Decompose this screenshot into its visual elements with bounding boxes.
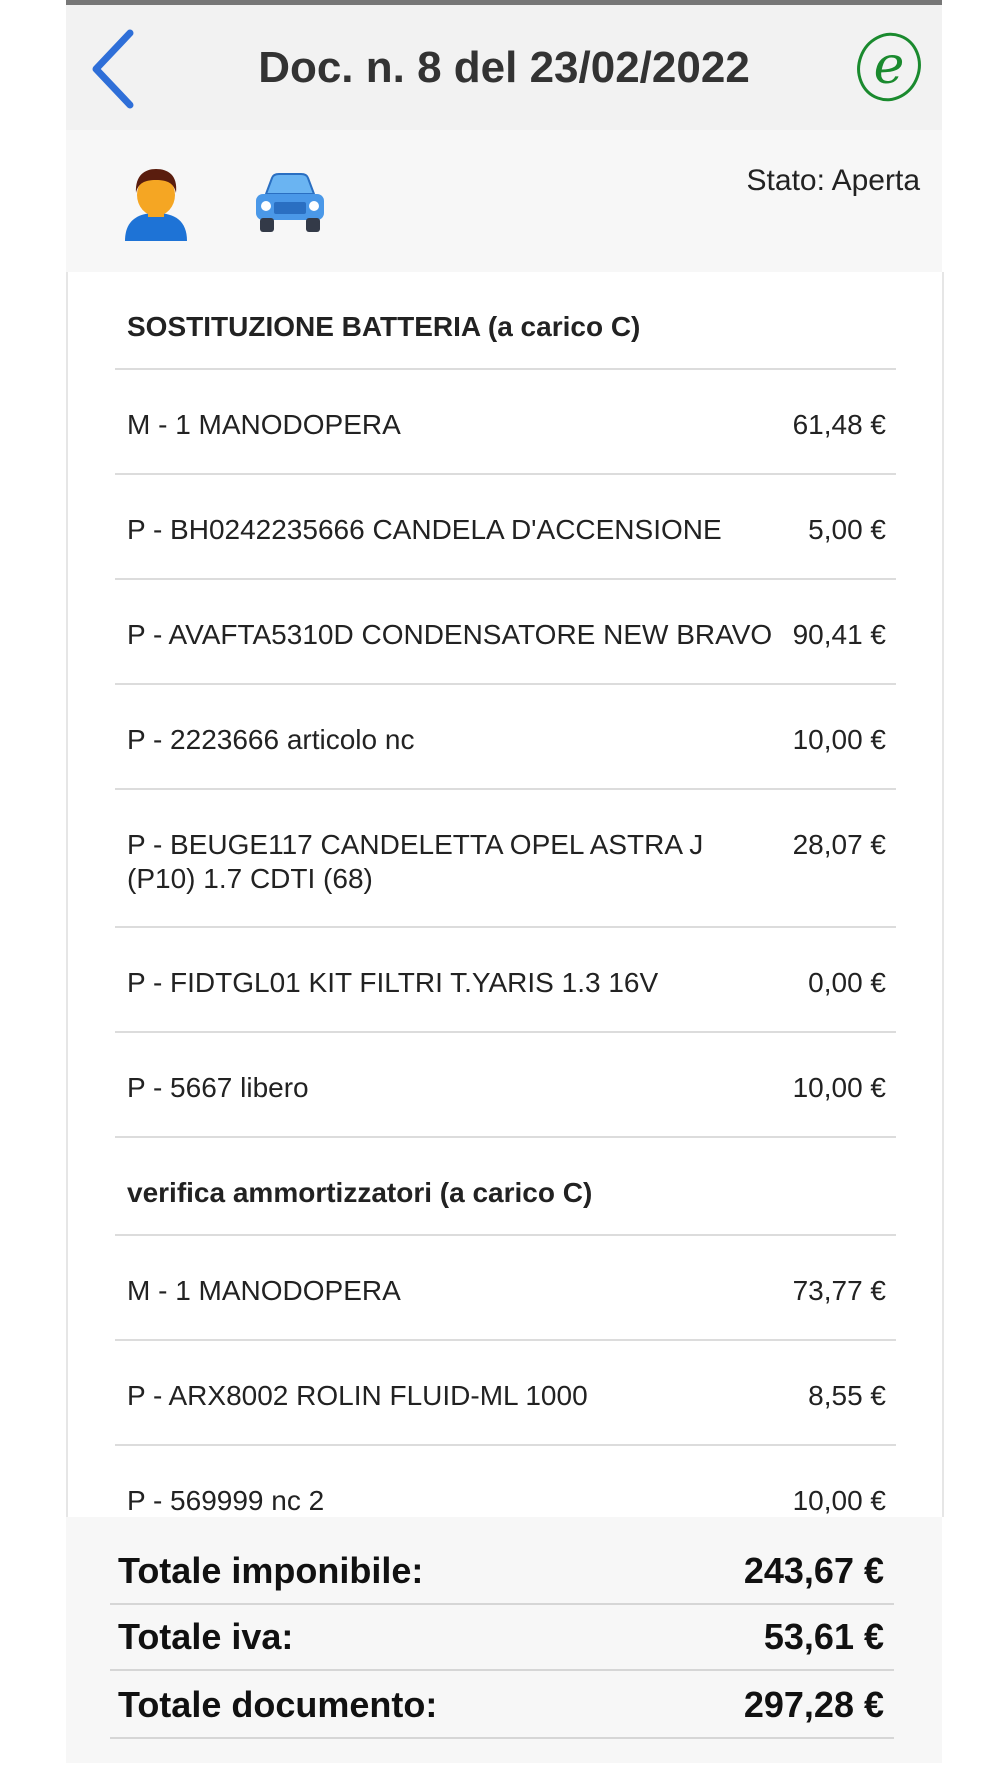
e-logo-icon [854, 29, 924, 105]
line-item-description: P - ARX8002 ROLIN FLUID-ML 1000 [127, 1380, 588, 1411]
svg-text:e: e [873, 36, 905, 96]
line-item-row[interactable] [115, 475, 896, 580]
section-title: verifica ammortizzatori (a carico C) [127, 1177, 593, 1208]
line-item-price: 73,77 € [792, 1275, 886, 1306]
line-item-price: 0,00 € [808, 967, 886, 998]
status-label: Stato: Aperta [746, 164, 920, 197]
line-item-price: 10,00 € [792, 1485, 886, 1516]
line-item-price: 10,00 € [792, 1072, 886, 1103]
line-item-description: P - 569999 nc 2 [127, 1485, 325, 1516]
line-item-description: P - FIDTGL01 KIT FILTRI T.YARIS 1.3 16V [127, 967, 659, 998]
line-items-container [115, 272, 896, 1517]
line-item-price: 61,48 € [792, 409, 886, 440]
line-item-description: M - 1 MANODOPERA [127, 409, 401, 440]
back-button[interactable] [88, 27, 148, 111]
person-icon [121, 165, 191, 241]
line-item-row[interactable] [115, 928, 896, 1033]
line-item-row[interactable] [115, 370, 896, 475]
line-items-list[interactable] [66, 272, 944, 1517]
total-vat-value: 53,61 € [763, 1616, 884, 1657]
app-logo [854, 29, 924, 105]
line-item-row[interactable] [115, 580, 896, 685]
line-item-price: 8,55 € [808, 1380, 886, 1411]
header-bar [66, 5, 942, 130]
total-document-value: 297,28 € [743, 1684, 884, 1725]
total-taxable-label: Totale imponibile: [118, 1550, 424, 1591]
chevron-left-icon [88, 27, 148, 111]
total-document-row [110, 1673, 894, 1739]
total-vat-row [110, 1605, 894, 1671]
line-item-price: 10,00 € [792, 724, 886, 755]
document-screen [66, 0, 942, 1778]
line-item-row[interactable] [115, 1446, 896, 1517]
section-header [115, 272, 896, 370]
line-item-row[interactable] [115, 685, 896, 790]
car-icon [252, 172, 328, 234]
line-item-row[interactable] [115, 1033, 896, 1138]
total-taxable-value: 243,67 € [743, 1550, 884, 1591]
line-item-description: P - 2223666 articolo nc [127, 724, 415, 755]
line-item-description: P - BEUGE117 CANDELETTA OPEL ASTRA J (P10) 1.7 CDTI (68) [127, 829, 704, 894]
customer-button[interactable] [121, 165, 191, 241]
total-taxable-row [110, 1539, 894, 1605]
document-info-bar [66, 130, 942, 274]
page-title: Doc. n. 8 del 23/02/2022 [258, 43, 750, 92]
line-item-description: P - AVAFTA5310D CONDENSATORE NEW BRAVO [127, 619, 773, 650]
total-vat-label: Totale iva: [118, 1616, 294, 1657]
line-item-row[interactable] [115, 1341, 896, 1446]
line-item-description: P - BH0242235666 CANDELA D'ACCENSIONE [127, 514, 722, 545]
line-item-price: 5,00 € [808, 514, 886, 545]
line-item-row[interactable] [115, 1236, 896, 1341]
total-document-label: Totale documento: [118, 1684, 438, 1725]
line-item-description: M - 1 MANODOPERA [127, 1275, 401, 1306]
section-title: SOSTITUZIONE BATTERIA (a carico C) [127, 311, 641, 342]
line-item-price: 28,07 € [792, 829, 886, 860]
vehicle-button[interactable] [252, 172, 328, 234]
totals-panel [66, 1517, 942, 1763]
section-header [115, 1138, 896, 1236]
line-item-price: 90,41 € [792, 619, 886, 650]
line-item-description: P - 5667 libero [127, 1072, 309, 1103]
line-item-row[interactable] [115, 790, 896, 928]
